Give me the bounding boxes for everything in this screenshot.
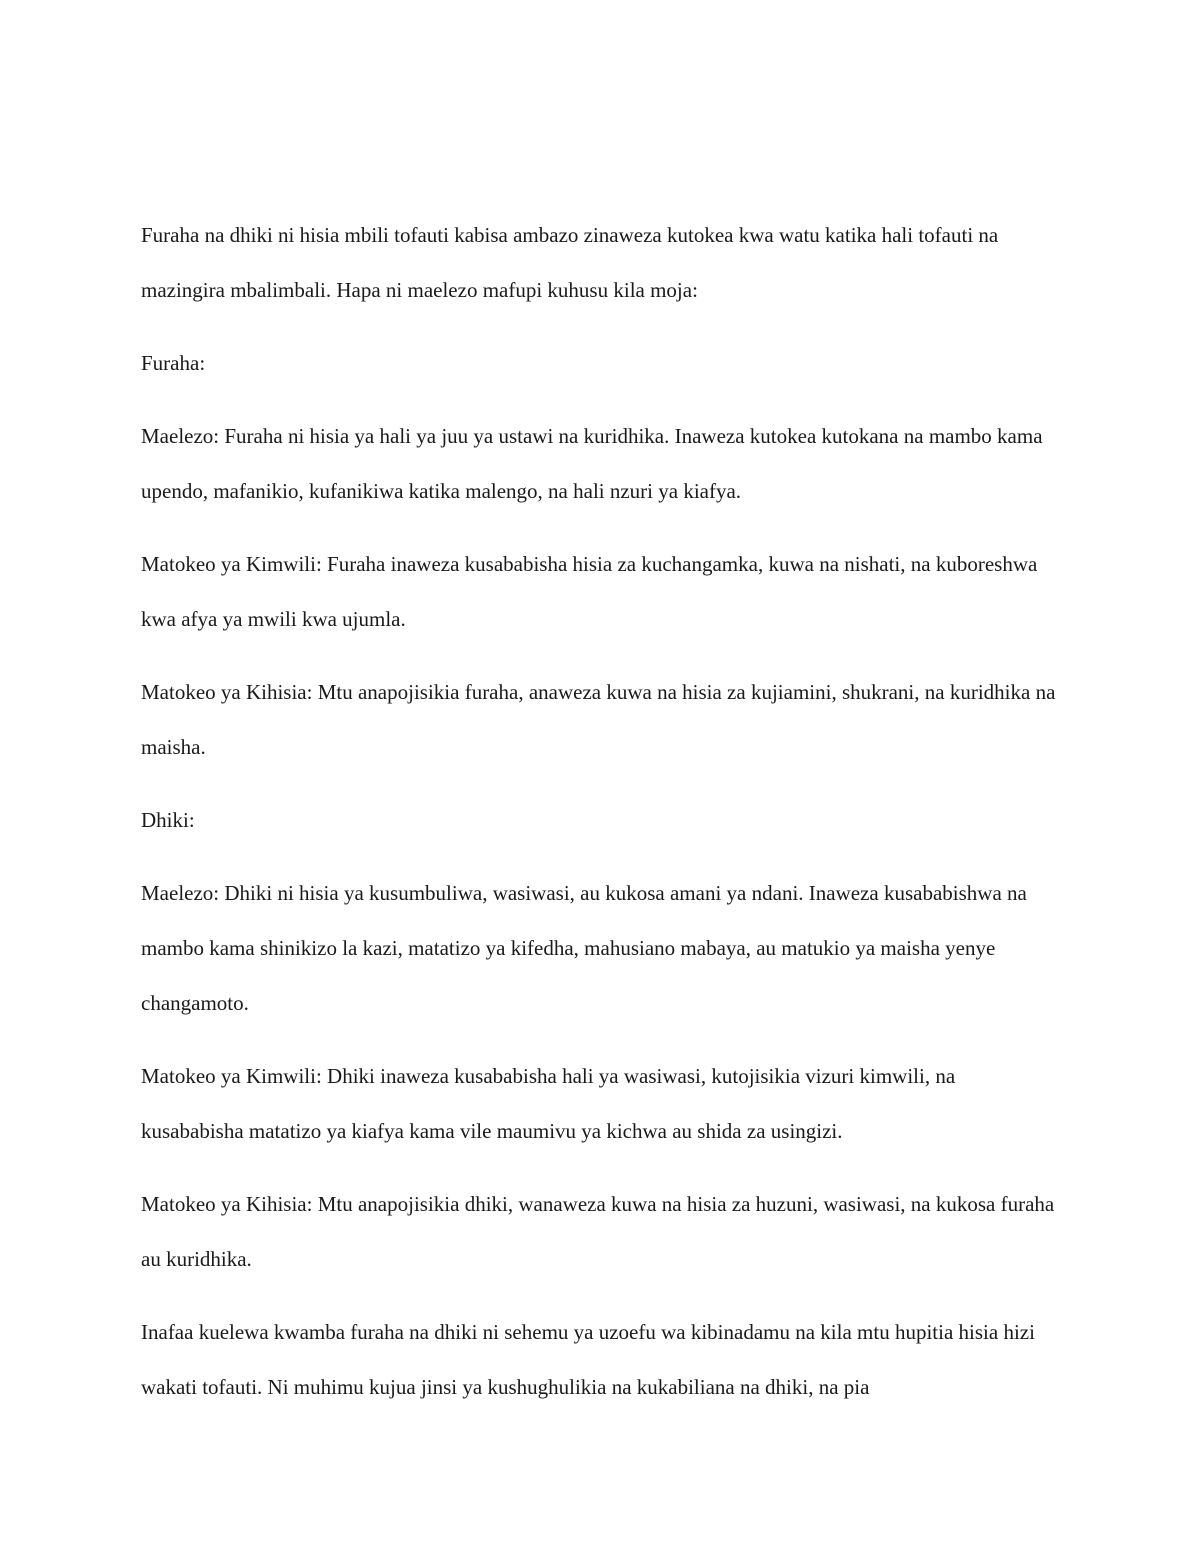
intro-paragraph: Furaha na dhiki ni hisia mbili tofauti kabisa ambazo zinaweza kutokea kwa watu katika hali tofauti na mazingira mbalimbali. Hapa ni maelezo mafupi kuhusu kila moja: bbox=[141, 223, 999, 302]
closing-paragraph: Inafaa kuelewa kwamba furaha na dhiki ni sehemu ya uzoefu wa kibinadamu na kila mtu hupitia hisia hizi wakati tofauti. Ni muhimu kujua jinsi ya kushughulikia na kukabiliana na dhiki, na pia bbox=[141, 1320, 1035, 1399]
furaha-kihisia-paragraph: Matokeo ya Kihisia: Mtu anapojisikia furaha, anaweza kuwa na hisia za kujiamini, shukrani, na kuridhika na maisha. bbox=[141, 680, 1056, 759]
dhiki-maelezo-paragraph: Maelezo: Dhiki ni hisia ya kusumbuliwa, wasiwasi, au kukosa amani ya ndani. Inaweza kusababishwa na mambo kama shinikizo la kazi, matatizo ya kifedha, mahusiano mabaya, au matukio ya maisha yenye changamoto. bbox=[141, 881, 1027, 1015]
dhiki-kihisia-paragraph: Matokeo ya Kihisia: Mtu anapojisikia dhiki, wanaweza kuwa na hisia za huzuni, wasiwasi, na kukosa furaha au kuridhika. bbox=[141, 1192, 1055, 1271]
document-body bbox=[141, 208, 1061, 1415]
furaha-kimwili-paragraph: Matokeo ya Kimwili: Furaha inaweza kusababisha hisia za kuchangamka, kuwa na nishati, na kuboreshwa kwa afya ya mwili kwa ujumla. bbox=[141, 552, 1038, 631]
dhiki-kimwili-paragraph: Matokeo ya Kimwili: Dhiki inaweza kusababisha hali ya wasiwasi, kutojisikia vizuri kimwili, na kusababisha matatizo ya kiafya kama vile maumivu ya kichwa au shida za usingizi. bbox=[141, 1064, 956, 1143]
section-heading-dhiki: Dhiki: bbox=[141, 808, 195, 832]
furaha-maelezo-paragraph: Maelezo: Furaha ni hisia ya hali ya juu ya ustawi na kuridhika. Inaweza kutokea kutokana na mambo kama upendo, mafanikio, kufanikiwa katika malengo, na hali nzuri ya kiafya. bbox=[141, 424, 1043, 503]
section-heading-furaha: Furaha: bbox=[141, 351, 206, 375]
